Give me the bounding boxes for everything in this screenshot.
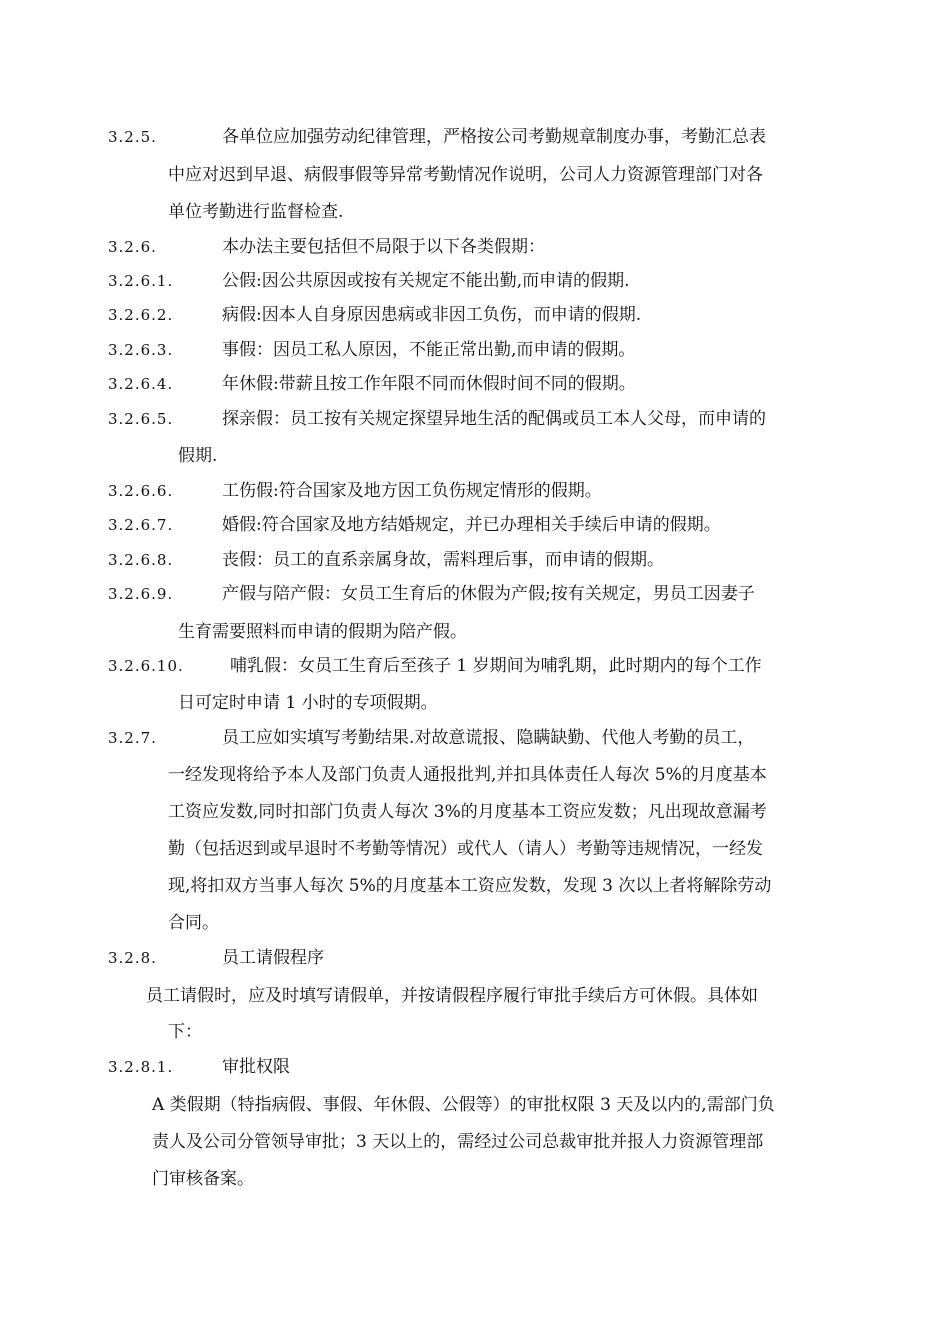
section-number-3-2-6-10: 3.2.6.10. xyxy=(108,657,184,675)
section-number-3-2-6: 3.2.6. xyxy=(108,238,157,256)
paragraph-line: 事假：因员工私人原因，不能正常出勤,而申请的假期。 xyxy=(222,340,636,360)
paragraph-line: 员工请假程序 xyxy=(222,948,324,968)
paragraph-line: 生育需要照料而申请的假期为陪产假。 xyxy=(178,622,467,642)
paragraph-line: 各单位应加强劳动纪律管理，严格按公司考勤规章制度办事，考勤汇总表 xyxy=(222,127,766,147)
section-number-3-2-6-7: 3.2.6.7. xyxy=(108,516,174,534)
paragraph-line: 下： xyxy=(168,1022,202,1042)
paragraph-line: 年休假:带薪且按工作年限不同而休假时间不同的假期。 xyxy=(222,374,636,394)
section-number-3-2-6-6: 3.2.6.6. xyxy=(108,482,174,500)
paragraph-line: 门审核备案。 xyxy=(152,1169,254,1189)
paragraph-line: 探亲假：员工按有关规定探望异地生活的配偶或员工本人父母，而申请的 xyxy=(222,409,766,429)
section-number-3-2-6-2: 3.2.6.2. xyxy=(108,306,174,324)
paragraph-line: 审批权限 xyxy=(222,1057,290,1077)
paragraph-line: 员工应如实填写考勤结果.对故意谎报、隐瞒缺勤、代他人考勤的员工， xyxy=(222,728,755,748)
paragraph-line: 员工请假时，应及时填写请假单，并按请假程序履行审批手续后方可休假。具体如 xyxy=(146,986,758,1006)
paragraph-line: 哺乳假：女员工生育后至孩子 1 岁期间为哺乳期，此时期内的每个工作 xyxy=(230,656,762,676)
section-number-3-2-8-1: 3.2.8.1. xyxy=(108,1058,174,1076)
paragraph-line: A 类假期（特指病假、事假、年休假、公假等）的审批权限 3 天及以内的,需部门负 xyxy=(152,1095,775,1115)
paragraph-line: 工伤假:符合国家及地方因工负伤规定情形的假期。 xyxy=(222,481,602,501)
section-number-3-2-6-5: 3.2.6.5. xyxy=(108,410,174,428)
section-number-3-2-7: 3.2.7. xyxy=(108,729,157,747)
paragraph-line: 产假与陪产假：女员工生育后的休假为产假;按有关规定，男员工因妻子 xyxy=(222,584,755,604)
paragraph-line: 现,将扣双方当事人每次 5%的月度基本工资应发数，发现 3 次以上者将解除劳动 xyxy=(168,876,772,896)
paragraph-line: 假期. xyxy=(178,446,218,466)
section-number-3-2-6-4: 3.2.6.4. xyxy=(108,375,174,393)
section-number-3-2-8: 3.2.8. xyxy=(108,949,157,967)
section-number-3-2-6-8: 3.2.6.8. xyxy=(108,551,174,569)
paragraph-line: 本办法主要包括但不局限于以下各类假期： xyxy=(222,237,545,257)
paragraph-line: 病假:因本人自身原因患病或非因工负伤，而申请的假期. xyxy=(222,305,642,325)
paragraph-line: 公假:因公共原因或按有关规定不能出勤,而申请的假期. xyxy=(222,271,630,291)
paragraph-line: 勤（包括迟到或早退时不考勤等情况）或代人（请人）考勤等违规情况，一经发 xyxy=(168,839,763,859)
section-number-3-2-6-9: 3.2.6.9. xyxy=(108,585,174,603)
section-number-3-2-6-1: 3.2.6.1. xyxy=(108,272,174,290)
paragraph-line: 婚假:符合国家及地方结婚规定，并已办理相关手续后申请的假期。 xyxy=(222,515,721,535)
paragraph-line: 责人及公司分管领导审批；3 天以上的，需经过公司总裁审批并报人力资源管理部 xyxy=(152,1132,764,1152)
paragraph-line: 日可定时申请 1 小时的专项假期。 xyxy=(178,693,438,713)
paragraph-line: 工资应发数,同时扣部门负责人每次 3%的月度基本工资应发数；凡出现故意漏考 xyxy=(168,802,767,822)
paragraph-line: 单位考勤进行监督检查. xyxy=(168,202,344,222)
paragraph-line: 合同。 xyxy=(168,913,219,933)
section-number-3-2-5: 3.2.5. xyxy=(108,128,157,146)
paragraph-line: 中应对迟到早退、病假事假等异常考勤情况作说明，公司人力资源管理部门对各 xyxy=(168,165,763,185)
paragraph-line: 一经发现将给予本人及部门负责人通报批判,并扣具体责任人每次 5%的月度基本 xyxy=(168,765,767,785)
section-number-3-2-6-3: 3.2.6.3. xyxy=(108,341,174,359)
paragraph-line: 丧假：员工的直系亲属身故，需料理后事，而申请的假期。 xyxy=(222,550,664,570)
